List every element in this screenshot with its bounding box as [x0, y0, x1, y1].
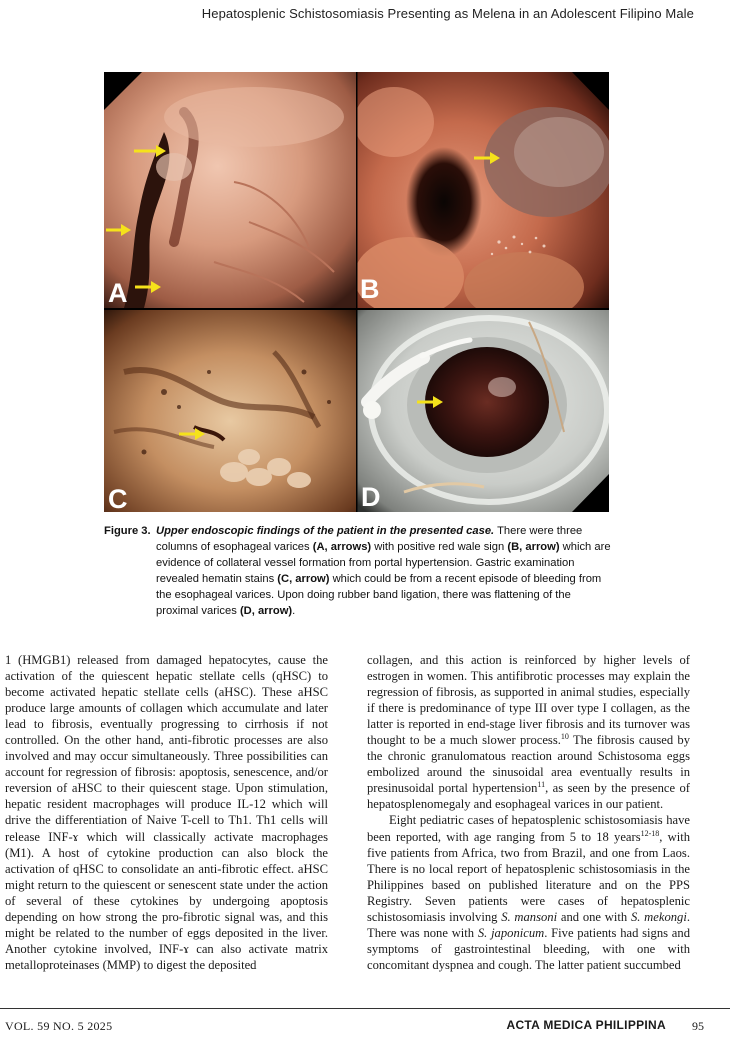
- figure-caption: [104, 523, 614, 619]
- panel-label-a: A: [108, 278, 128, 308]
- body-text: . Five patients had signs and symptoms of gastrointestinal bleeding, with one with concomitant dyspnea and cough. The latter patient succumbed: [367, 925, 690, 972]
- journal-name: ACTA MEDICA PHILIPPINA: [506, 1018, 666, 1032]
- body-text: The fibrosis caused by the chronic granulomatous reaction around Schistosoma eggs embolized around the sinusoidal area eventually results in presinusoidal portal hypertension: [367, 733, 690, 796]
- body-column-right: [367, 652, 690, 973]
- body-column-left: [5, 652, 328, 973]
- citation: 10: [560, 732, 569, 742]
- panel-b-image: [354, 72, 609, 322]
- body-text: , with five patients from Africa, two from Brazil, and one from Laos. There is no local report of hepatosplenic schistosomiasis in the Philippines based on published literature and on the PPS Registry. Seven patients were cases of hepatosplenic schistosomiasis involving: [367, 829, 691, 924]
- caption-body: [156, 523, 614, 619]
- page-number: 95: [692, 1019, 704, 1033]
- body-text: collagen, and this action is reinforced by higher levels of estrogen in women. This antifibrotic processes may explain the regression of fibrosis, as supported in animal studies, especially if there is predominance of type III over type I collagen, as the latter is reported in end-stage liver fibrosis and its turnover was thought to be a much slower process.: [367, 653, 690, 748]
- species-name: S. japonicum: [477, 925, 545, 940]
- panel-label-d: D: [361, 482, 381, 512]
- citation: 12-18: [640, 828, 660, 838]
- endoscopy-panels: [104, 72, 609, 512]
- caption-panel-ref: (A, arrows): [312, 541, 372, 553]
- body-paragraph: 1 (HMGB1) released from damaged hepatocytes, cause the activation of the quiescent hepatic stellate cells (qHSC) to become activated hepatic stellate cells (aHSC). These aHSC produce large amounts of collagen which accumulate and later lead to fibrosis, eventually progressing to cirrhosis if not controlled. On the other hand, anti-fibrotic processes are also involved and may occur simultaneously. Three possibilities can account for regression of fibrosis: apoptosis, senescence, and/or reversion of aHSC to their quiescent stage. Upon stimulation, hepatic resident macrophages will produce IL-12 which will drive the differentiation of Naive T-cell to Th1. Th1 cells will release INF-ɤ which will classically activate macrophages (M1). A host of cytokine production can also block the activation of qHSC to consolidate an anti-fibrotic effect. aHSC might return to the quiescent or senescent state under the action of several of these cytokines by undergoing apoptosis depending on how strong the pro-fibrotic signal was, and this might be related to the number of eggs deposited in the liver. Another cytokine involved, INF-ɤ can also activate matrix metalloproteinases (MMP) to digest the deposited: [5, 653, 328, 972]
- endoscopy-figure: [104, 72, 609, 512]
- citation: 11: [537, 780, 546, 790]
- caption-panel-ref: (D, arrow): [239, 605, 293, 617]
- running-title: Hepatosplenic Schistosomiasis Presenting as Melena in an Adolescent Filipino Male: [201, 6, 694, 21]
- panel-label-c: C: [108, 484, 128, 512]
- body-paragraph: [367, 652, 690, 812]
- body-paragraph: [367, 812, 690, 972]
- caption-text: There were three columns of esophageal varices: [156, 525, 583, 553]
- panel-c-image: [104, 310, 356, 512]
- species-name: S. mansoni: [501, 909, 558, 924]
- caption-panel-ref: (C, arrow): [277, 573, 330, 585]
- species-name: S. mekongi: [630, 909, 687, 924]
- body-text: and one with: [557, 909, 631, 924]
- body-text: , as seen by the presence of hepatosplenomegaly and esophageal varices in our patient.: [367, 781, 690, 812]
- caption-text: which are evidence of collateral vessel formation from portal hypertension. Gastric examination revealed hematin stains: [156, 541, 611, 585]
- footer-rule: [0, 1008, 730, 1009]
- caption-text: which could be from a recent episode of bleeding from the esophageal varices. Upon doing rubber band ligation, there was flattening of the proximal varices: [156, 573, 602, 617]
- caption-panel-ref: (B, arrow): [507, 541, 560, 553]
- figure-label: Figure 3.: [104, 525, 151, 537]
- caption-text: .: [292, 605, 296, 617]
- body-text: Eight pediatric cases of hepatosplenic schistosomiasis have been reported, with age ranging from 5 to 18 years: [367, 813, 690, 844]
- caption-text: with positive red wale sign: [371, 541, 508, 553]
- caption-title: Upper endoscopic findings of the patient in the presented case.: [156, 525, 495, 537]
- body-text: . There was none with: [367, 909, 690, 940]
- panel-d-image: [357, 310, 609, 512]
- panel-label-b: B: [360, 274, 380, 304]
- panel-a-image: [104, 72, 356, 308]
- volume-info: VOL. 59 NO. 5 2025: [5, 1019, 113, 1033]
